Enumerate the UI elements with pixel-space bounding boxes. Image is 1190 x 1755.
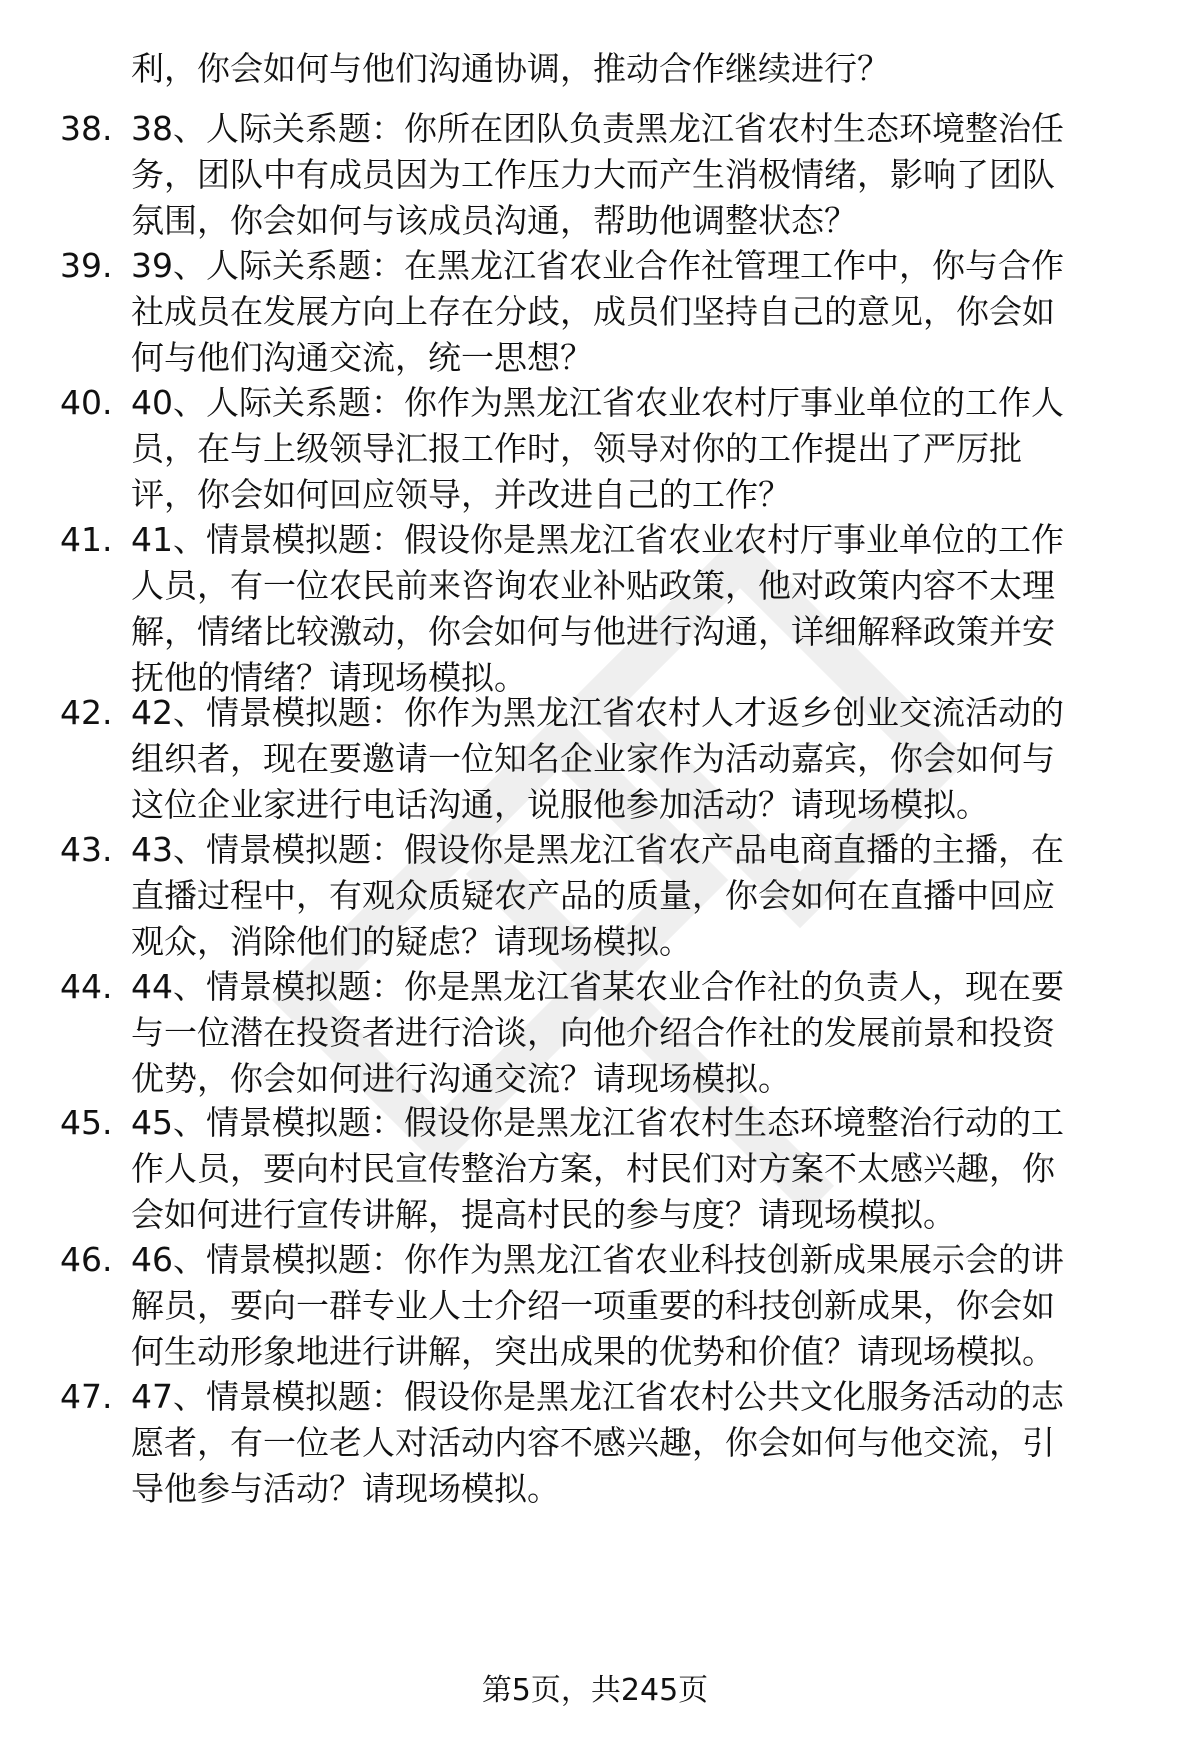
question-line: 42、情景模拟题：你作为黑龙江省农村人才返乡创业交流活动的: [131, 693, 1064, 732]
question-line: 45、情景模拟题：假设你是黑龙江省农村生态环境整治行动的工: [131, 1103, 1064, 1142]
question-line: 氛围，你会如何与该成员沟通，帮助他调整状态？: [131, 201, 857, 240]
question-line: 观众，消除他们的疑虑？请现场模拟。: [131, 922, 692, 961]
question-number: 41.: [60, 520, 113, 559]
question-number: 45.: [60, 1103, 113, 1142]
question-number: 46.: [60, 1240, 113, 1279]
question-number: 38.: [60, 109, 113, 148]
question-text: [131, 827, 1151, 965]
question-text: [131, 690, 1151, 828]
question-line: 评，你会如何回应领导，并改进自己的工作？: [131, 475, 791, 514]
question-line: 解，情绪比较激动，你会如何与他进行沟通，详细解释政策并安: [131, 612, 1055, 651]
question-line: 47、情景模拟题：假设你是黑龙江省农村公共文化服务活动的志: [131, 1377, 1064, 1416]
question-line: 这位企业家进行电话沟通，说服他参加活动？请现场模拟。: [131, 785, 989, 824]
question-number: 44.: [60, 967, 113, 1006]
continuation-line: 利，你会如何与他们沟通协调，推动合作继续进行？: [131, 49, 890, 88]
question-line: 46、情景模拟题：你作为黑龙江省农业科技创新成果展示会的讲: [131, 1240, 1064, 1279]
question-line: 41、情景模拟题：假设你是黑龙江省农业农村厅事业单位的工作: [131, 520, 1064, 559]
question-text: [131, 243, 1151, 381]
question-text: [131, 1237, 1151, 1375]
question-number: 40.: [60, 383, 113, 422]
question-line: 社成员在发展方向上存在分歧，成员们坚持自己的意见，你会如: [131, 292, 1055, 331]
question-line: 与一位潜在投资者进行洽谈，向他介绍合作社的发展前景和投资: [131, 1013, 1055, 1052]
question-text: [131, 964, 1151, 1102]
question-line: 何生动形象地进行讲解，突出成果的优势和价值？请现场模拟。: [131, 1332, 1055, 1371]
question-number: 42.: [60, 693, 113, 732]
question-text: [131, 106, 1151, 244]
question-line: 导他参与活动？请现场模拟。: [131, 1469, 560, 1508]
question-line: 员，在与上级领导汇报工作时，领导对你的工作提出了严厉批: [131, 429, 1022, 468]
question-text: [131, 517, 1151, 701]
question-line: 作人员，要向村民宣传整治方案，村民们对方案不太感兴趣，你: [131, 1149, 1055, 1188]
question-number: 43.: [60, 830, 113, 869]
question-line: 38、人际关系题：你所在团队负责黑龙江省农村生态环境整治任: [131, 109, 1064, 148]
question-line: 组织者，现在要邀请一位知名企业家作为活动嘉宾，你会如何与: [131, 739, 1055, 778]
question-text: [131, 1100, 1151, 1238]
question-line: 何与他们沟通交流，统一思想？: [131, 338, 593, 377]
question-line: 解员，要向一群专业人士介绍一项重要的科技创新成果，你会如: [131, 1286, 1055, 1325]
question-line: 人员，有一位农民前来咨询农业补贴政策，他对政策内容不太理: [131, 566, 1055, 605]
page-footer: 第5页，共245页: [481, 1673, 709, 1708]
question-text: [131, 1374, 1151, 1512]
question-line: 直播过程中，有观众质疑农产品的质量，你会如何在直播中回应: [131, 876, 1055, 915]
question-line: 40、人际关系题：你作为黑龙江省农业农村厅事业单位的工作人: [131, 383, 1064, 422]
question-line: 愿者，有一位老人对活动内容不感兴趣，你会如何与他交流，引: [131, 1423, 1055, 1462]
question-line: 43、情景模拟题：假设你是黑龙江省农产品电商直播的主播，在: [131, 830, 1064, 869]
question-number: 47.: [60, 1377, 113, 1416]
question-text: [131, 380, 1151, 518]
question-number: 39.: [60, 246, 113, 285]
question-line: 优势，你会如何进行沟通交流？请现场模拟。: [131, 1059, 791, 1098]
question-line: 39、人际关系题：在黑龙江省农业合作社管理工作中，你与合作: [131, 246, 1064, 285]
question-line: 务，团队中有成员因为工作压力大而产生消极情绪，影响了团队: [131, 155, 1055, 194]
question-line: 会如何进行宣传讲解，提高村民的参与度？请现场模拟。: [131, 1195, 956, 1234]
question-line: 44、情景模拟题：你是黑龙江省某农业合作社的负责人，现在要: [131, 967, 1064, 1006]
question-line: 抚他的情绪？请现场模拟。: [131, 658, 527, 697]
